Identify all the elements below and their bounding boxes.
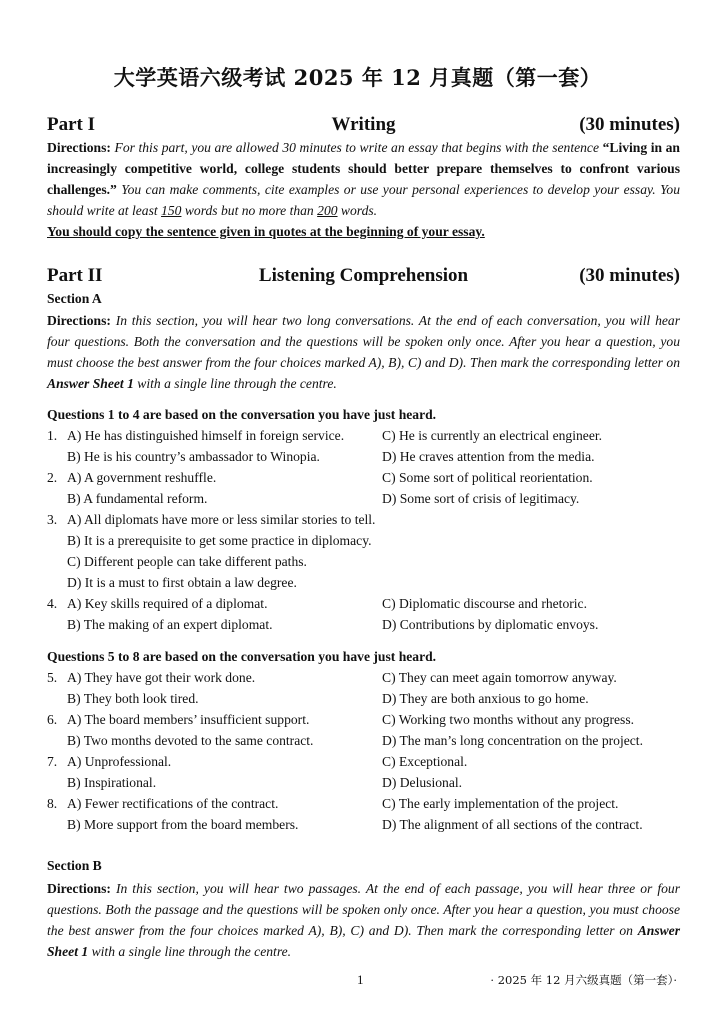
answer-sheet-ref: Answer Sheet 1: [47, 923, 680, 959]
question-number: 4.: [47, 596, 58, 611]
part-1-label: Part I: [47, 114, 96, 135]
question-3-option-d: D) It is a must to first obtain a law degree.: [67, 575, 297, 590]
part-1-time: (30 minutes): [579, 114, 680, 135]
questions-5-8-heading: Questions 5 to 8 are based on the conversation you have just heard.: [47, 649, 437, 664]
question-number: 1.: [47, 428, 58, 443]
questions-1-4-heading: Questions 1 to 4 are based on the conversation you have just heard.: [47, 407, 437, 422]
section-b-directions: Directions: In this section, you will hear two passages. At the end of each passage, you will hear three or four questions. Both the passage and the questions will be spoken only once. After you hear a question, you must choose the best answer from the four choices marked A), B), C) and D). Then mark the corresponding letter on Answer Sheet 1 with a single line through the centre.: [47, 881, 680, 959]
question-1-option-b: B) He is his country’s ambassador to Winopia.: [67, 449, 320, 464]
section-b-label: Section B: [47, 858, 102, 873]
question-5-option-d: D) They are both anxious to go home.: [382, 691, 589, 706]
question-4-option-d: D) Contributions by diplomatic envoys.: [382, 617, 599, 632]
part-2-label: Part II: [47, 265, 103, 286]
page-number: 1: [357, 972, 364, 987]
copy-sentence-note: You should copy the sentence given in quotes at the beginning of your essay.: [47, 224, 485, 239]
question-number: 8.: [47, 796, 58, 811]
part-1-directions: Directions: For this part, you are allowed 30 minutes to write an essay that begins with the sentence “Living in an increasingly competitive world, college students should better prepare themselves to confront various challenges.” You can make comments, cite examples or use your personal experiences to develop your essay. You should write at least 150 words but no more than 200 words.: [47, 140, 680, 218]
part-2-header: [47, 265, 680, 291]
question-7-option-d: D) Delusional.: [382, 775, 463, 790]
question-5-option-c: C) They can meet again tomorrow anyway.: [382, 670, 617, 685]
question-6-option-a: A) The board members’ insufficient support.: [67, 712, 310, 727]
question-4-option-c: C) Diplomatic discourse and rhetoric.: [382, 596, 587, 611]
part-1-directions-label: Directions:: [47, 140, 111, 155]
question-2-option-c: C) Some sort of political reorientation.: [382, 470, 593, 485]
question-number: 3.: [47, 512, 58, 527]
question-5-option-a: A) They have got their work done.: [67, 670, 256, 685]
question-number: 2.: [47, 470, 58, 485]
question-3-option-b: B) It is a prerequisite to get some practice in diplomacy.: [67, 533, 372, 548]
question-6-option-d: D) The man’s long concentration on the project.: [382, 733, 643, 748]
question-6-option-b: B) Two months devoted to the same contract.: [67, 733, 314, 748]
question-6-option-c: C) Working two months without any progress.: [382, 712, 635, 727]
question-7-option-a: A) Unprofessional.: [67, 754, 172, 769]
section-a-directions: Directions: In this section, you will hear two long conversations. At the end of each conversation, you will hear four questions. Both the conversation and the questions will be spoken only once. After you hear a question, you must choose the best answer from the four choices marked A), B), C) and D). Then mark the corresponding letter on Answer Sheet 1 with a single line through the centre.: [47, 313, 680, 391]
answer-sheet-ref: Answer Sheet 1: [47, 376, 134, 391]
part-2-time: (30 minutes): [579, 265, 680, 286]
question-1-option-a: A) He has distinguished himself in foreign service.: [67, 428, 345, 443]
question-8-option-b: B) More support from the board members.: [67, 817, 299, 832]
page-footer: · 2025 年 12 月六级真题（第一套）·: [490, 973, 677, 987]
question-number: 6.: [47, 712, 58, 727]
question-7-option-c: C) Exceptional.: [382, 754, 468, 769]
question-7-option-b: B) Inspirational.: [67, 775, 157, 790]
question-number: 7.: [47, 754, 58, 769]
question-2-option-b: B) A fundamental reform.: [67, 491, 208, 506]
question-number: 5.: [47, 670, 58, 685]
question-2-option-a: A) A government reshuffle.: [67, 470, 217, 485]
question-4-option-a: A) Key skills required of a diplomat.: [67, 596, 268, 611]
part-1-name: Writing: [331, 114, 396, 135]
section-a-label: Section A: [47, 291, 102, 306]
essay-prompt-sentence: “Living in an increasingly competitive world, college students should better prepare themselves to confront various challenges.”: [47, 140, 680, 197]
question-2-option-d: D) Some sort of crisis of legitimacy.: [382, 491, 580, 506]
question-3-option-c: C) Different people can take different paths.: [67, 554, 307, 569]
page-title: 大学英语六级考试 2025 年 12 月真题（第一套）: [113, 65, 602, 90]
question-4-option-b: B) The making of an expert diplomat.: [67, 617, 273, 632]
max-words: 200: [317, 203, 338, 218]
question-8-option-c: C) The early implementation of the project.: [382, 796, 619, 811]
question-5-option-b: B) They both look tired.: [67, 691, 199, 706]
question-8-option-a: A) Fewer rectifications of the contract.: [67, 796, 279, 811]
question-3-option-a: A) All diplomats have more or less similar stories to tell.: [67, 512, 376, 527]
min-words: 150: [161, 203, 182, 218]
part-2-name: Listening Comprehension: [258, 265, 469, 286]
question-8-option-d: D) The alignment of all sections of the contract.: [382, 817, 643, 832]
question-1-option-c: C) He is currently an electrical engineer.: [382, 428, 603, 443]
question-1-option-d: D) He craves attention from the media.: [382, 449, 595, 464]
